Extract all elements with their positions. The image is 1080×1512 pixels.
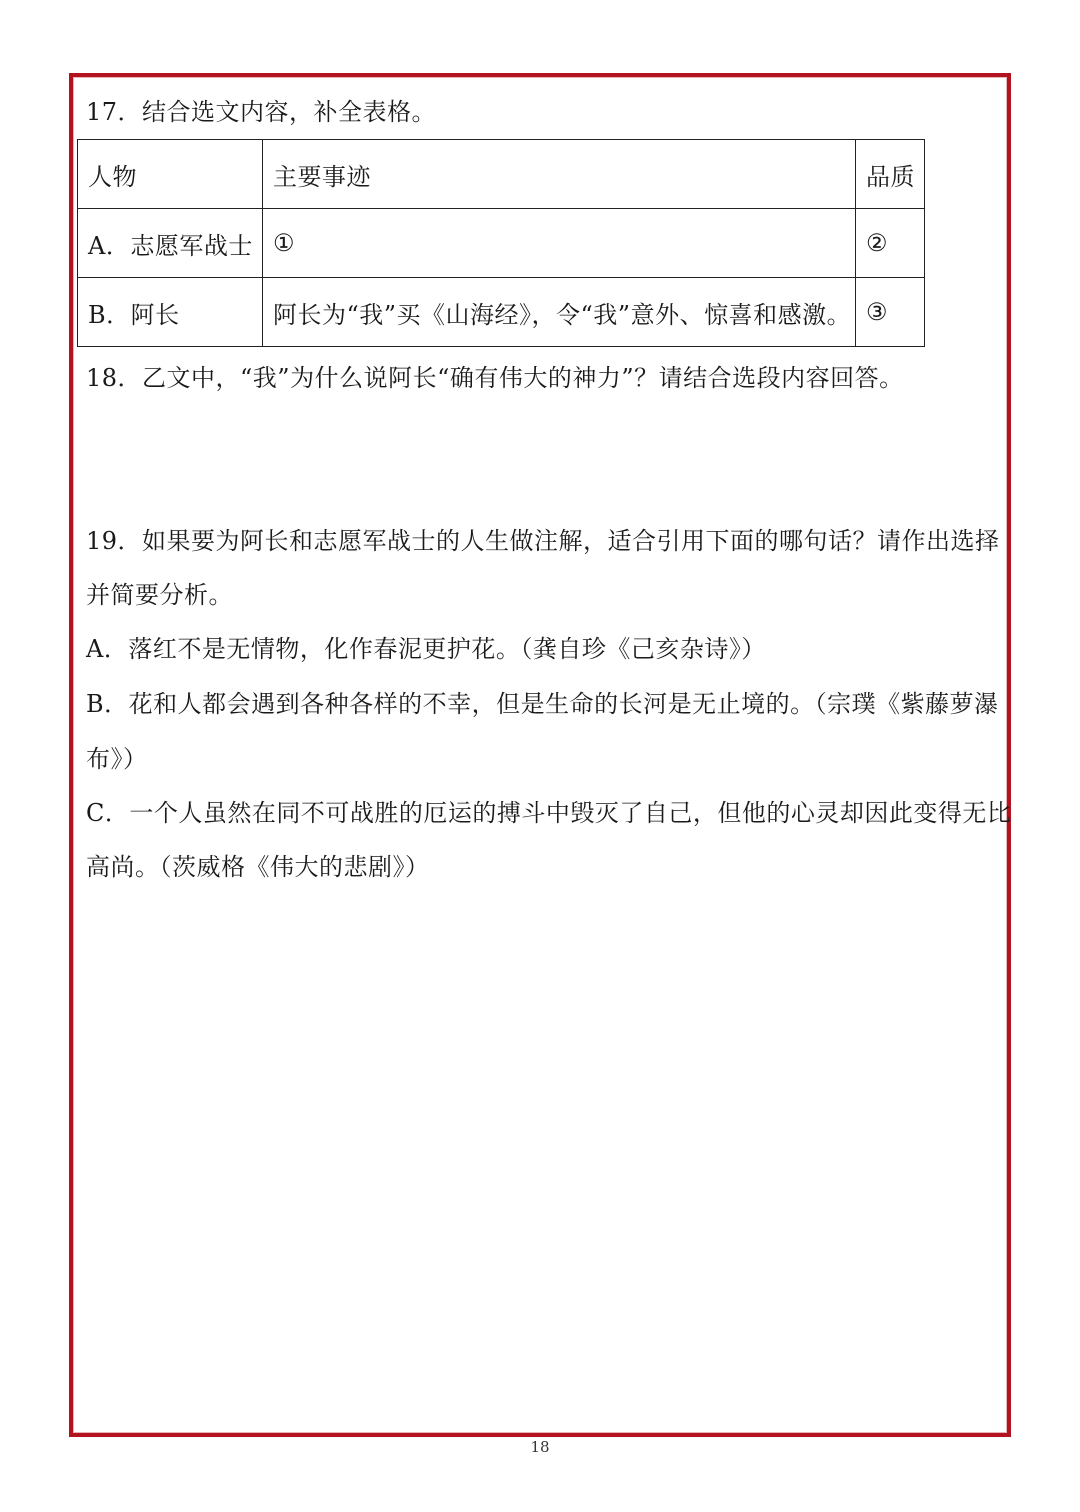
- question-17-prompt: 17．结合选文内容，补全表格。: [86, 98, 437, 126]
- header-person: 人物: [78, 140, 263, 209]
- header-deeds: 主要事迹: [263, 140, 856, 209]
- cell-deeds: 阿长为“我”买《山海经》，令“我”意外、惊喜和感激。: [263, 278, 856, 347]
- option-c-line2: 高尚。（茨威格《伟大的悲剧》）: [86, 853, 430, 881]
- table-header-row: [78, 140, 925, 209]
- deeds-table: [77, 139, 925, 347]
- option-a: A．落红不是无情物，化作春泥更护花。（龚自珍《己亥杂诗》）: [86, 635, 766, 663]
- question-19-prompt-line2: 并简要分析。: [86, 581, 233, 609]
- page-number: 18: [530, 1438, 550, 1456]
- cell-person: A．志愿军战士: [78, 209, 263, 278]
- cell-person: B．阿长: [78, 278, 263, 347]
- option-b-line1: B．花和人都会遇到各种各样的不幸，但是生命的长河是无止境的。（宗璞《紫藤萝瀑: [86, 690, 999, 718]
- question-19-prompt-line1: 19．如果要为阿长和志愿军战士的人生做注解，适合引用下面的哪句话？请作出选择: [86, 527, 1000, 555]
- header-quality: 品质: [856, 140, 925, 209]
- cell-quality: ②: [856, 209, 925, 278]
- page-frame: [69, 73, 1011, 1437]
- table-row: [78, 209, 925, 278]
- table-row: [78, 278, 925, 347]
- option-b-line2: 布》）: [86, 745, 148, 773]
- question-18-prompt: 18．乙文中，“我”为什么说阿长“确有伟大的神力”？请结合选段内容回答。: [86, 364, 904, 392]
- option-c-line1: C．一个人虽然在同不可战胜的厄运的搏斗中毁灭了自己，但他的心灵却因此变得无比: [86, 799, 1012, 827]
- cell-quality: ③: [856, 278, 925, 347]
- cell-deeds: ①: [263, 209, 856, 278]
